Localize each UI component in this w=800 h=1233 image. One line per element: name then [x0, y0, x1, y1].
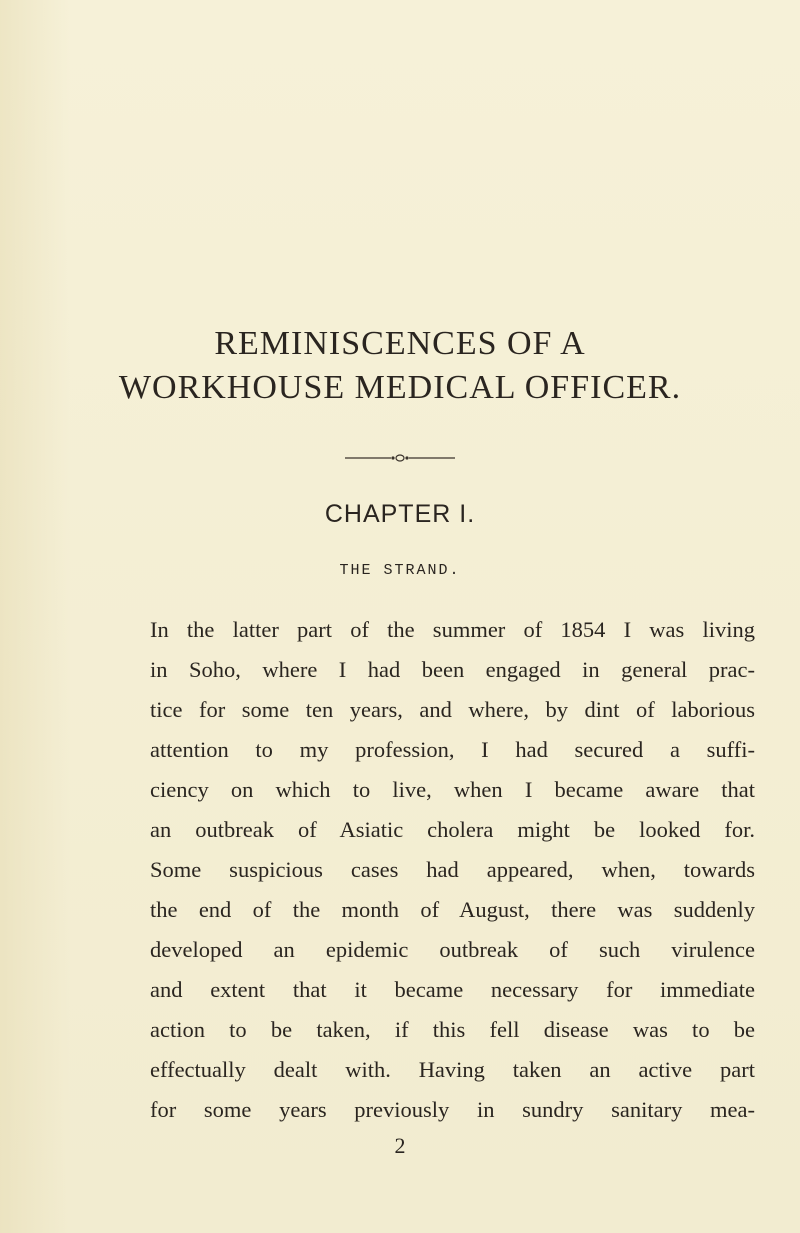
text-line: for some years previously in sundry sanitary mea-: [150, 1097, 755, 1122]
text-line: attention to my profession, I had secured a suffi-: [150, 737, 755, 762]
text-line: in Soho, where I had been engaged in general prac-: [150, 657, 755, 682]
text-line: the end of the month of August, there was suddenly: [150, 897, 755, 922]
ornament-divider: [345, 452, 455, 464]
text-line: effectually dealt with. Having taken an active part: [150, 1057, 755, 1082]
book-title-line-2: WORKHOUSE MEDICAL OFFICER.: [118, 369, 682, 406]
text-line: developed an epidemic outbreak of such virulence: [150, 937, 755, 962]
section-heading: THE STRAND.: [339, 562, 461, 579]
text-line: an outbreak of Asiatic cholera might be looked for.: [150, 817, 755, 842]
book-title-line-1: REMINISCENCES OF A: [214, 325, 586, 362]
body-paragraph: [150, 610, 755, 1130]
page-number: 2: [394, 1133, 406, 1158]
text-line: action to be taken, if this fell disease was to be: [150, 1017, 755, 1042]
text-line: tice for some ten years, and where, by dint of laborious: [150, 697, 755, 722]
text-line: Some suspicious cases had appeared, when, towards: [150, 857, 755, 882]
text-line: In the latter part of the summer of 1854 I was living: [150, 617, 755, 642]
chapter-heading: CHAPTER I.: [324, 500, 476, 528]
text-line: and extent that it became necessary for immediate: [150, 977, 755, 1002]
text-line: ciency on which to live, when I became aware that: [150, 777, 755, 802]
